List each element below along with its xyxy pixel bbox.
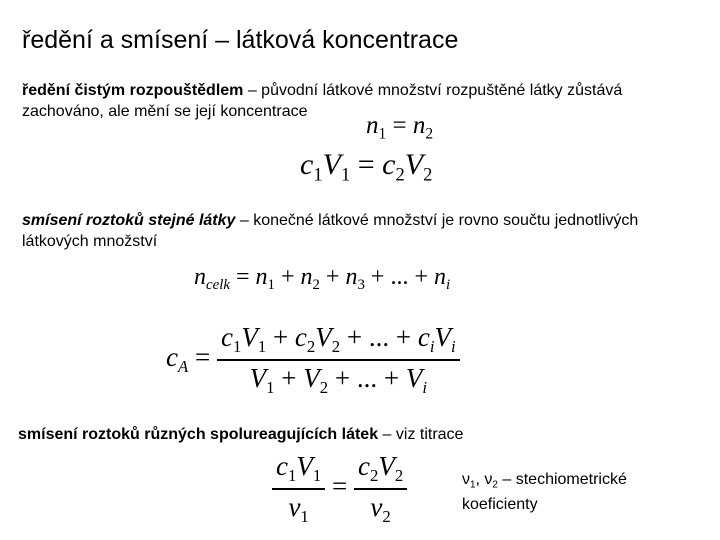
section-mixing-same-description: – konečné látkové množství je rovno součtu jednotlivých látkových množství <box>22 212 639 250</box>
fraction-cA <box>217 322 460 398</box>
equation-c1v1-equals-c2v2: $c_1V_1 = c_2V_2$ <box>300 148 433 186</box>
fraction-left: $\frac{c_1V_1}{\nu_1}$ <box>272 451 325 527</box>
equation-cA-fraction: $c_A$ = $\frac{c_1V_1 + c_2V_2 + ... + c_iV_i}{V_1 + V_2 + ... + V_i}$ <box>166 322 460 398</box>
equation-n-celk-sum: $n_{celk} = n_1 + n_2 + n_3$ + ... + $n_i$ <box>194 264 451 294</box>
section-mixing-reacting-text <box>18 424 708 445</box>
section-mixing-same-heading: smísení roztoků stejné látky <box>22 212 236 229</box>
section-mixing-reacting-heading: smísení roztoků různých spolureagujících látek <box>18 426 379 443</box>
stoichiometric-note: $\nu_1$, $\nu_2$ – stechiometrické koeficienty <box>462 471 627 514</box>
page-title: ředění a smísení – látková koncentrace <box>22 26 459 54</box>
section-dilution-heading: ředění čistým rozpouštědlem <box>22 82 244 99</box>
stoichiometric-note-text: stechiometrické koeficienty <box>462 471 627 514</box>
fraction-cA-denominator: $V_1 + V_2$ + ... + $V_i$ <box>217 359 460 398</box>
section-mixing-same-text <box>22 210 702 252</box>
fraction-cA-numerator: $c_1V_1 + c_2V_2$ + ... + $c_iV_i$ <box>220 322 456 356</box>
equation-titration-ratio: $\frac{c_1V_1}{\nu_1}$ = $\frac{c_2V_2}{\nu_2}$ <box>272 451 407 527</box>
section-dilution-description: – původní látkové množství rozpuštěné látky zůstává zachováno, ale mění se její koncentrace <box>22 82 623 120</box>
fraction-right: $\frac{c_2V_2}{\nu_2}$ <box>354 451 407 527</box>
section-dilution-text <box>22 80 702 122</box>
section-mixing-reacting-description: – viz titrace <box>378 426 464 443</box>
equation-n1-equals-n2: $n_1 = n_2$ <box>366 112 434 143</box>
